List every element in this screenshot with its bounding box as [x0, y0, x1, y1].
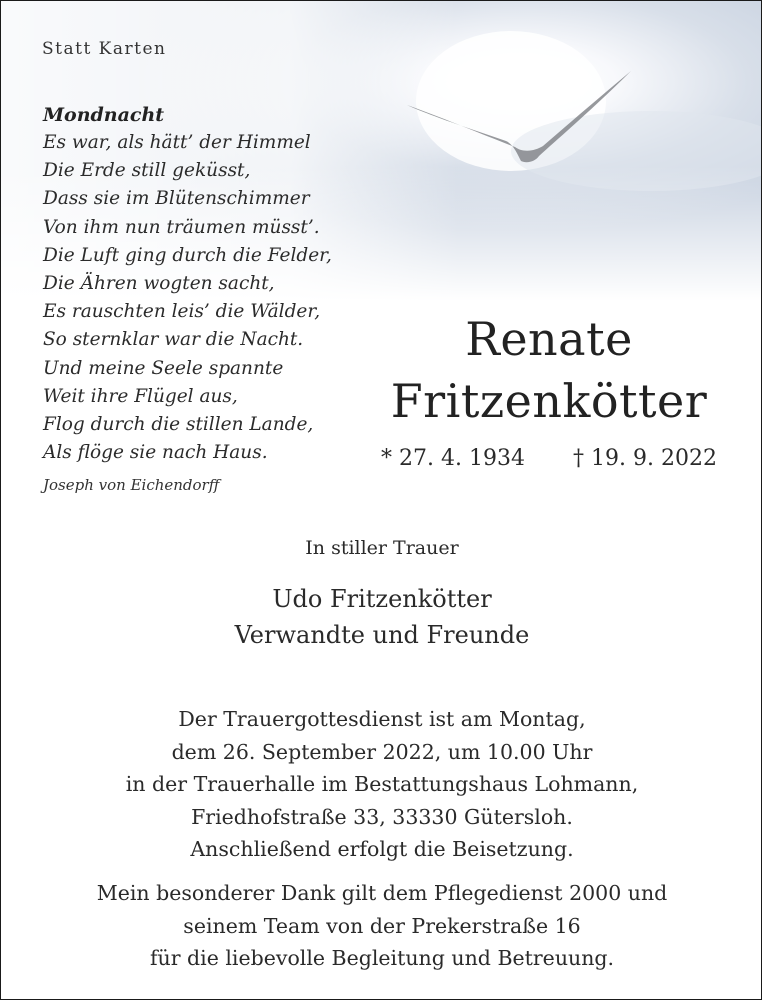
birth-date: * 27. 4. 1934 [381, 446, 525, 471]
service-line: dem 26. September 2022, um 10.00 Uhr [171, 739, 593, 764]
service-info [1, 703, 762, 866]
service-line: in der Trauerhalle im Bestattungshaus Lohmann, [125, 772, 639, 796]
mourning-intro: In stiller Trauer [305, 537, 459, 559]
deceased-first-name: Renate [465, 312, 633, 366]
poem-line: Von ihm nun träumen müsst’. [43, 216, 320, 238]
mourners-block [1, 581, 762, 653]
poem-line: Als flöge sie nach Haus. [43, 442, 268, 464]
poem-line: Und meine Seele spannte [43, 357, 284, 379]
mourner-name: Udo Fritzenkötter [272, 585, 492, 613]
service-line: Der Trauergottesdienst ist am Montag, [178, 707, 586, 731]
service-line: Friedhofstraße 33, 33330 Gütersloh. [191, 804, 573, 829]
poem-line: Weit ihre Flügel aus, [43, 385, 238, 407]
poem-line: So sternklar war die Nacht. [43, 329, 304, 351]
header-note: Statt Karten [42, 39, 167, 59]
death-date: † 19. 9. 2022 [573, 446, 717, 471]
service-line: Anschließend erfolgt die Beisetzung. [190, 837, 574, 861]
thanks-note [1, 877, 762, 975]
poem-line: Dass sie im Blütenschimmer [43, 188, 310, 210]
deceased-last-name: Fritzenkötter [390, 374, 708, 428]
poem-line: Es war, als hätt’ der Himmel [43, 132, 311, 153]
poem-line: Flog durch die stillen Lande, [43, 414, 314, 436]
mourner-name: Verwandte und Freunde [234, 621, 530, 649]
poem-title: Mondnacht [43, 104, 165, 126]
thanks-line: Mein besonderer Dank gilt dem Pflegedienst 2000 und [96, 881, 668, 905]
poem-line: Die Ähren wogten sacht, [43, 273, 275, 295]
poem-line: Es rauschten leis’ die Wälder, [43, 301, 321, 323]
thanks-line: für die liebevolle Begleitung und Betreuung. [149, 946, 615, 970]
poem-line: Die Erde still geküsst, [43, 160, 251, 182]
poem-line: Die Luft ging durch die Felder, [43, 244, 332, 266]
thanks-line: seinem Team von der Prekerstraße 16 [183, 913, 581, 938]
poem [43, 102, 332, 495]
poem-author: Joseph von Eichendorff [43, 476, 220, 495]
